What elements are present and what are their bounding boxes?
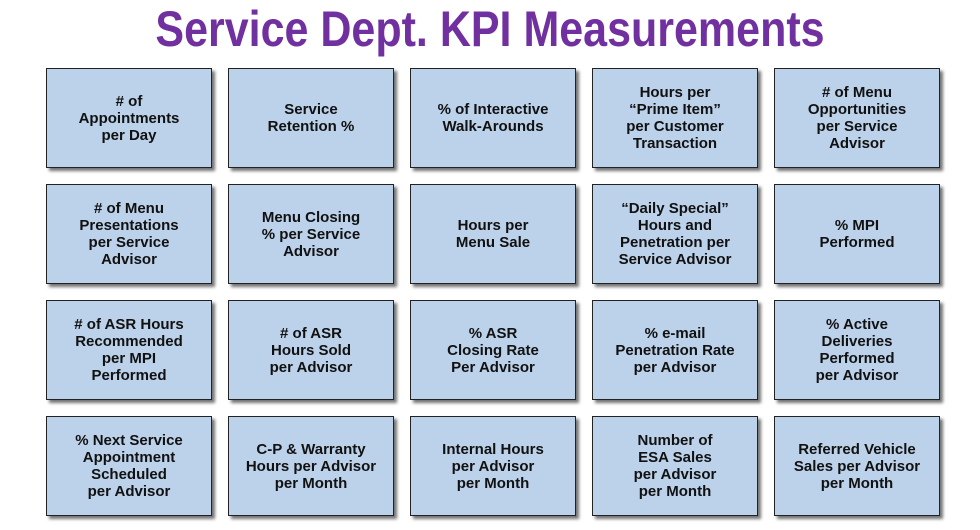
kpi-tile-esa-sales: [592, 416, 758, 516]
kpi-tile-label: % e-mail Penetration Rate per Advisor: [615, 324, 735, 376]
kpi-tile-label: Referred Vehicle Sales per Advisor per Month: [793, 440, 921, 492]
kpi-tile-label: # of Menu Opportunities per Service Advisor: [807, 84, 907, 152]
kpi-tile-label: # of ASR Hours Sold per Advisor: [269, 324, 353, 376]
kpi-tile-asr-closing-rate: [410, 300, 576, 400]
kpi-grid: [46, 68, 942, 516]
kpi-tile-email-penetration: [592, 300, 758, 400]
kpi-tile-active-deliveries: [774, 300, 940, 400]
kpi-tile-interactive-walk-arounds: [410, 68, 576, 168]
kpi-tile-label: # of Menu Presentations per Service Advisor: [79, 200, 179, 268]
kpi-tile-cp-warranty-hours: [228, 416, 394, 516]
kpi-tile-appointments-per-day: [46, 68, 212, 168]
kpi-tile-menu-presentations: [46, 184, 212, 284]
kpi-tile-label: Hours per Menu Sale: [455, 217, 531, 251]
kpi-tile-label: % ASR Closing Rate Per Advisor: [447, 324, 539, 376]
kpi-tile-label: C-P & Warranty Hours per Advisor per Month: [245, 440, 377, 492]
kpi-tile-hours-per-menu-sale: [410, 184, 576, 284]
kpi-tile-mpi-performed: [774, 184, 940, 284]
kpi-tile-next-service-appointment: [46, 416, 212, 516]
kpi-tile-label: # of Appointments per Day: [78, 92, 180, 144]
kpi-tile-internal-hours: [410, 416, 576, 516]
kpi-tile-prime-item-hours: [592, 68, 758, 168]
kpi-tile-menu-closing: [228, 184, 394, 284]
kpi-tile-asr-hours-recommended: [46, 300, 212, 400]
kpi-tile-menu-opportunities: [774, 68, 940, 168]
kpi-tile-daily-special: [592, 184, 758, 284]
kpi-tile-service-retention: [228, 68, 394, 168]
kpi-tile-label: % Active Deliveries Performed per Advisor: [815, 316, 899, 384]
kpi-tile-label: % MPI Performed: [819, 217, 895, 251]
page-title: Service Dept. KPI Measurements: [155, 1, 825, 57]
kpi-tile-label: Number of ESA Sales per Advisor per Month: [633, 432, 717, 500]
kpi-tile-label: % Next Service Appointment Scheduled per Advisor: [75, 432, 183, 500]
kpi-tile-label: # of ASR Hours Recommended per MPI Performed: [74, 316, 184, 384]
kpi-tile-label: Menu Closing % per Service Advisor: [261, 208, 361, 260]
kpi-tile-label: Internal Hours per Advisor per Month: [442, 440, 544, 492]
kpi-tile-label: % of Interactive Walk-Arounds: [437, 101, 549, 135]
kpi-tile-label: Hours per “Prime Item” per Customer Transaction: [626, 84, 724, 152]
kpi-tile-asr-hours-sold: [228, 300, 394, 400]
kpi-tile-label: Service Retention %: [267, 101, 355, 135]
kpi-tile-label: “Daily Special” Hours and Penetration per Service Advisor: [618, 200, 732, 268]
kpi-tile-referred-vehicle-sales: [774, 416, 940, 516]
